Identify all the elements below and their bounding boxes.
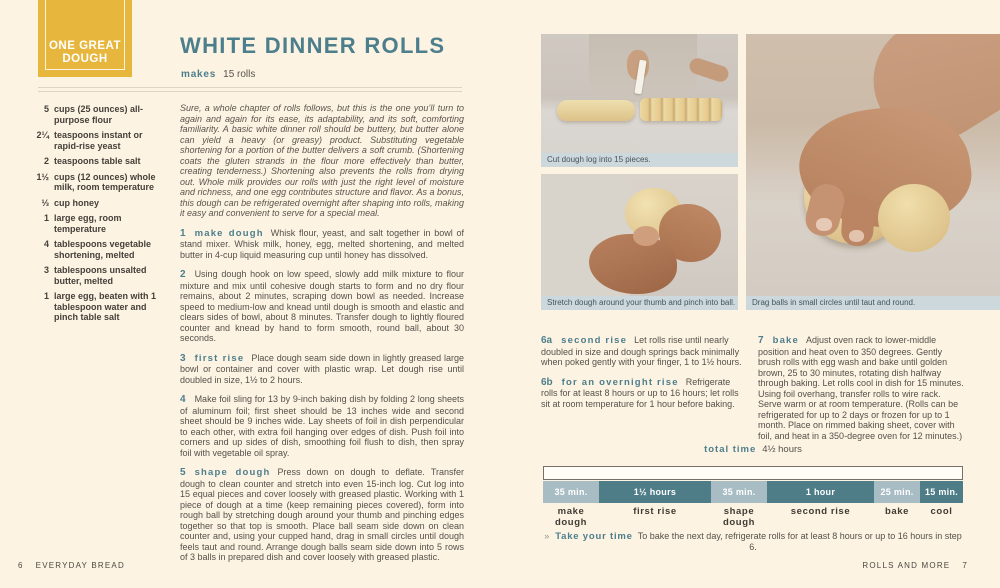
step-heading: bake	[772, 335, 800, 346]
photo-cut-dough-log	[541, 34, 738, 167]
ingredient-qty: 1	[43, 213, 49, 223]
step-text: Press down on dough to deflate. Transfer dough to clean counter and stretch into even 15-inch log. Cut log into 15 equal pieces and cover loosely with greased plastic. Working with 1 piece of dough at a time (keep remaining pieces covered), form into rough ball by stretching dough around your thumb and pinching edges together so that top is smooth. Place ball seam side down on clean counter and, using your cupped hand, drag in small circles until dough feels taut and round. Arrange dough balls seam side down into 5 rows of 3 balls in prepared dish and cover loosely with greased plastic.	[180, 467, 465, 562]
step-5	[180, 467, 464, 563]
ingredient-qty: 1	[43, 291, 49, 301]
photo-caption: Cut dough log into 15 pieces.	[541, 153, 738, 167]
step-text: Whisk flour, yeast, and salt together in bowl of stand mixer. Whisk milk, honey, egg, melted shortening, and melted butter in 4-cup liquid measuring cup until honey has dissolved.	[180, 227, 464, 260]
step-number: 1	[180, 227, 186, 239]
ingredient-text: tablespoons unsalted butter, melted	[54, 265, 147, 286]
ingredient-text: large egg, room temperature	[54, 213, 122, 234]
ingredient-row	[30, 104, 164, 125]
photo-caption: Stretch dough around your thumb and pinch into ball.	[541, 296, 738, 310]
step-7	[758, 335, 965, 441]
timeline-segment-second-rise: 1 hour	[767, 481, 874, 503]
photo-stretch-dough	[541, 174, 738, 310]
dough-ball-front-shape	[878, 184, 950, 252]
ingredient-qty: 3	[43, 265, 49, 275]
phase-label: make dough	[554, 506, 587, 528]
one-great-dough-badge	[38, 0, 132, 77]
step-text: Adjust oven rack to lower-middle position and heat oven to 350 degrees. Gently brush rolls with egg wash and bake until golden brown, 25 to 30 minutes, rotating dish halfway through baking. Let rolls cool in dish for 15 minutes. Using foil overhang, transfer rolls to wire rack. Serve warm or at room temperature. (Rolls can be refrigerated for up to 2 days or frozen for up to 1 month. Place on rimmed baking sheet, cover with foil, and heat in a 350-degree oven for 12 minutes.)	[758, 335, 964, 441]
total-time-value: 4½ hours	[762, 444, 802, 455]
recipe-intro: Sure, a whole chapter of rolls follows, but this is the one you’ll turn to again and again for its ease, its adaptability, and its soft, comforting familiarity. A basic white dinner roll should be buttery, but butter alone can yield a heavy (or greasy) product. Substituting vegetable shortening for a portion of the butter delivers a soft crumb. (Shortening coats the gluten strands in the flour more effectively than butter, creating tenderness.) Shortening also prevents the rolls from drying out. Whole milk provides our rolls with just the right level of moisture and richness, and one egg contributes structure and flavor. As a bonus, this dough can be refrigerated overnight after shaping into rolls, making it easy and convenient to serve for a special meal.	[180, 103, 465, 218]
timeline-segment-first-rise: 1½ hours	[599, 481, 711, 503]
thumb-shape	[633, 226, 659, 246]
dough-log-shape	[557, 100, 635, 121]
second-rise-column	[541, 335, 742, 418]
dough-slices-shape	[640, 98, 722, 121]
step-6a	[541, 335, 742, 368]
step-text: Let rolls rise until nearly doubled in size and dough springs back minimally when poked gently with your finger, 1 to 1½ hours.	[541, 335, 742, 367]
badge-line-1: ONE GREAT	[48, 40, 121, 52]
ingredient-text: teaspoons table salt	[54, 156, 141, 166]
ingredient-text: cups (12 ounces) whole milk, room temperature	[54, 171, 156, 192]
ingredient-row	[30, 156, 164, 167]
step-text: Refrigerate rolls for at least 8 hours or up to 16 hours; let rolls sit at room temperature for 1 hour before baking.	[541, 376, 739, 409]
right-page-section: ROLLS AND MORE	[862, 561, 951, 570]
step-4	[180, 394, 464, 458]
ingredient-text: tablespoons vegetable shortening, melted	[54, 239, 152, 260]
ingredient-qty: 5	[43, 104, 49, 114]
ingredient-qty: 2	[43, 156, 49, 166]
left-page-section: EVERYDAY BREAD	[35, 561, 125, 570]
ingredient-row	[30, 265, 164, 286]
step-1	[180, 228, 464, 261]
timeline-segment-cool: 15 min.	[920, 481, 963, 503]
phase-label: second rise	[790, 506, 851, 517]
ingredient-qty: 4	[43, 239, 49, 249]
ingredient-row	[30, 130, 164, 151]
ingredient-text: cups (25 ounces) all-purpose flour	[54, 104, 144, 125]
ingredient-row	[30, 291, 164, 323]
step-heading: for an overnight rise	[561, 376, 679, 388]
yield-line	[181, 69, 255, 80]
total-time-label: total time	[704, 444, 757, 455]
step-number: 7	[758, 335, 764, 346]
step-2	[180, 269, 464, 344]
makes-value: 15 rolls	[223, 69, 256, 80]
step-text: Using dough hook on low speed, slowly add milk mixture to flour mixture and mix until cohesive dough starts to form and no dry flour remains, about 2 minutes, scraping down bowl as needed. Increase speed to medium-low and knead until dough is smooth and elastic and clears sides of bowl, about 8 minutes. Transfer dough to lightly floured counter and knead by hand to form smooth, round ball, about 30 seconds.	[180, 269, 464, 343]
ingredient-row	[30, 172, 164, 193]
chevron-bullet-icon: »	[544, 531, 550, 541]
tip-line	[543, 531, 963, 552]
left-page-number: 6	[18, 561, 24, 570]
right-page-number: 7	[962, 561, 968, 570]
step-text: Make foil sling for 13 by 9-inch baking dish by folding 2 long sheets of aluminum foil; first sheet should be 13 inches wide and second sheet should be 9 inches wide. Lay sheets of foil in dish perpendicular to each other, with extra foil hanging over edges of dish. Push foil into corners and up sides of dish, smoothing foil flush to dish, then spray foil with vegetable oil spray.	[180, 394, 464, 458]
phase-label: first rise	[633, 506, 677, 517]
step-number: 5	[180, 467, 186, 478]
bake-column	[758, 335, 965, 450]
timeline-phase-labels	[543, 506, 963, 528]
timeline-outline-bar	[543, 466, 963, 480]
step-number: 2	[180, 269, 186, 280]
ingredient-qty: ⅓	[41, 197, 49, 208]
phase-label: bake	[884, 506, 910, 517]
step-heading: make dough	[194, 227, 264, 239]
tip-text: To bake the next day, refrigerate rolls for at least 8 hours or up to 16 hours in step 6.	[637, 531, 962, 552]
ingredient-row	[30, 213, 164, 234]
timeline-segments	[543, 481, 963, 503]
timeline-segment-shape-dough: 35 min.	[711, 481, 767, 503]
timeline-segment-make-dough: 35 min.	[543, 481, 599, 503]
step-heading: shape dough	[194, 467, 271, 478]
step-heading: second rise	[561, 335, 628, 346]
photo-drag-dough-ball	[746, 34, 1000, 310]
ingredient-list	[30, 104, 164, 328]
method-column	[180, 103, 464, 572]
photo-caption: Drag balls in small circles until taut and round.	[746, 296, 1000, 310]
ingredient-row	[30, 198, 164, 209]
ingredient-text: cup honey	[54, 197, 100, 208]
step-number: 4	[180, 394, 186, 405]
timeline-segment-bake: 25 min.	[874, 481, 920, 503]
left-page-folio	[18, 561, 125, 570]
ingredient-qty: 1½	[36, 171, 49, 182]
step-number: 6b	[541, 376, 553, 388]
step-number: 6a	[541, 335, 553, 346]
ingredient-row	[30, 239, 164, 260]
fingernail-shape	[849, 230, 864, 242]
recipe-title: WHITE DINNER ROLLS	[180, 33, 446, 58]
makes-label: makes	[181, 69, 217, 80]
ingredient-text: large egg, beaten with 1 tablespoon water and pinch table salt	[54, 291, 157, 322]
total-time-line	[543, 444, 963, 455]
step-heading: first rise	[194, 352, 245, 364]
phase-label: cool	[930, 506, 953, 517]
step-text: Place dough seam side down in lightly greased large bowl or container and cover with plastic wrap. Let dough rise until doubled in size, 1½ to 2 hours.	[180, 352, 464, 385]
badge-line-2: DOUGH	[62, 53, 108, 65]
step-number: 3	[180, 352, 186, 364]
phase-label: shape dough	[722, 506, 755, 528]
ingredient-text: teaspoons instant or rapid-rise yeast	[54, 130, 143, 151]
tip-label: Take your time	[555, 531, 633, 542]
fingernail-shape	[816, 218, 832, 231]
step-6b	[541, 377, 742, 410]
step-3	[180, 353, 464, 386]
ingredient-qty: 2¼	[36, 130, 49, 140]
right-page-folio	[862, 561, 968, 570]
header-divider	[38, 87, 462, 92]
badge-label	[38, 40, 132, 66]
